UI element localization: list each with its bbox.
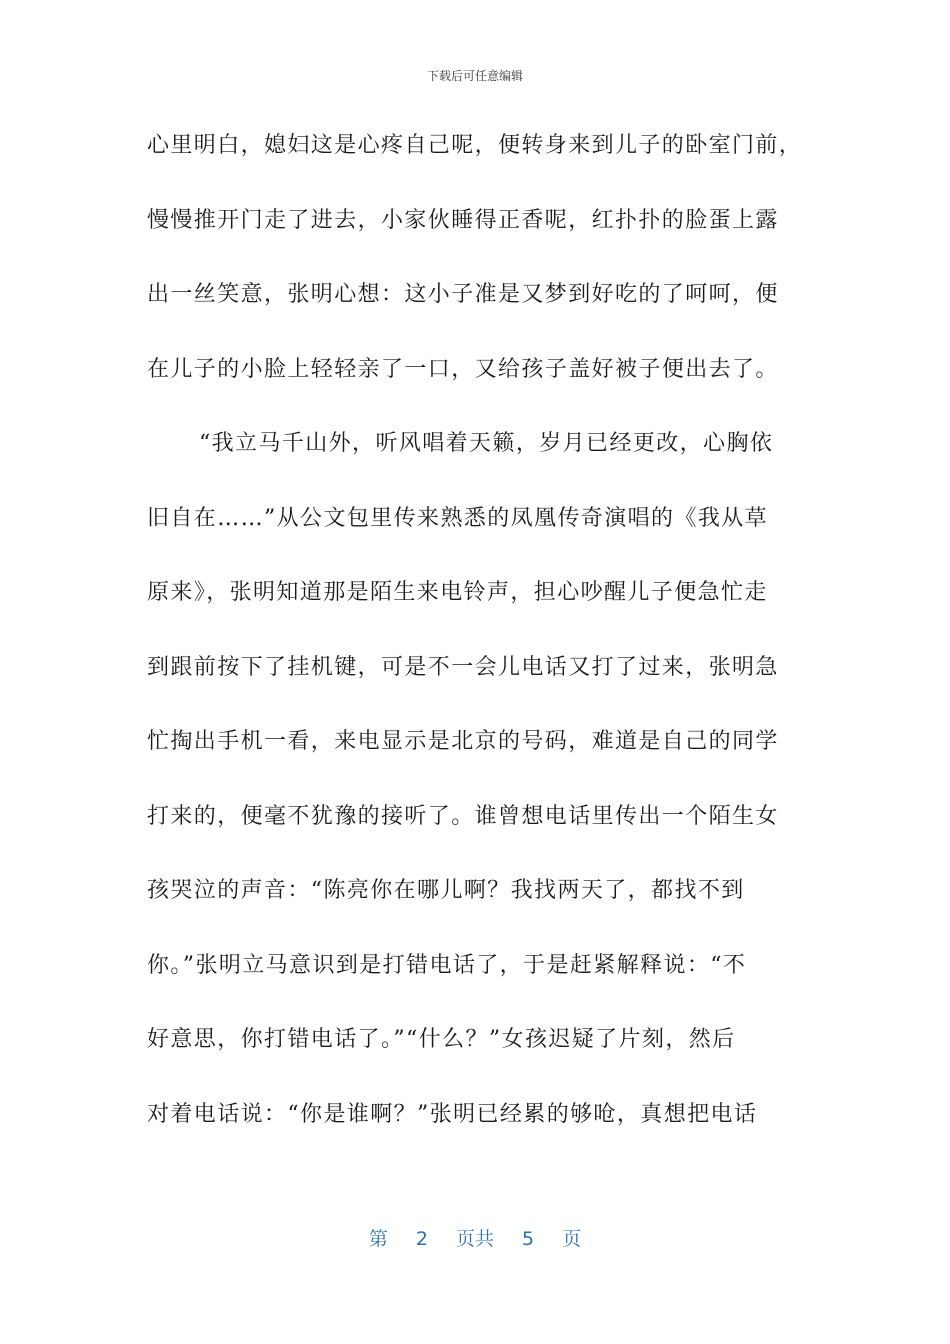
- text-line: 对着电话说：“你是谁啊？”张明已经累的够呛，真想把电话: [147, 1101, 758, 1127]
- text-line: 旧自在……”从公文包里传来熟悉的凤凰传奇演唱的《我从草: [147, 505, 769, 531]
- text-line: 到跟前按下了挂机键，可是不一会儿电话又打了过来，张明急: [147, 654, 779, 680]
- current-page-number: 2: [415, 1228, 428, 1250]
- text-line: 你。”张明立马意识到是打错电话了，于是赶紧解释说：“不: [147, 952, 747, 978]
- footer-prefix: 第: [368, 1228, 388, 1250]
- paragraph-start-line: “我立马千山外，听风唱着天籁，岁月已经更改，心胸依: [199, 431, 774, 456]
- text-line: 好意思，你打错电话了。”“什么？”女孩迟疑了片刻，然后: [147, 1027, 736, 1052]
- footer-suffix: 页: [562, 1228, 582, 1250]
- text-line: 打来的，便毫不犹豫的接听了。谁曾想电话里传出一个陌生女: [147, 803, 779, 829]
- page-number-footer: [0, 1224, 950, 1251]
- text-line: 孩哭泣的声音：“陈亮你在哪儿啊？我找两天了，都找不到: [147, 878, 745, 903]
- text-line: 在儿子的小脸上轻轻亲了一口，又给孩子盖好被子便出去了。: [147, 356, 779, 382]
- text-line: 出一丝笑意，张明心想：这小子准是又梦到好吃的了呵呵，便: [147, 282, 779, 307]
- document-body: [147, 126, 807, 1169]
- text-line: 慢慢推开门走了进去，小家伙睡得正香呢，红扑扑的脸蛋上露: [147, 207, 779, 233]
- text-line: 原来》，张明知道那是陌生来电铃声，担心吵醒儿子便急忙走: [147, 580, 768, 605]
- text-line: 忙掏出手机一看，来电显示是北京的号码，难道是自己的同学: [147, 729, 779, 754]
- text-line: 心里明白，媳妇这是心疼自己呢，便转身来到儿子的卧室门前，: [147, 133, 803, 158]
- footer-middle: 页共: [455, 1228, 494, 1250]
- page-header: 下载后可任意编辑: [426, 69, 523, 83]
- total-pages-number: 5: [522, 1228, 535, 1250]
